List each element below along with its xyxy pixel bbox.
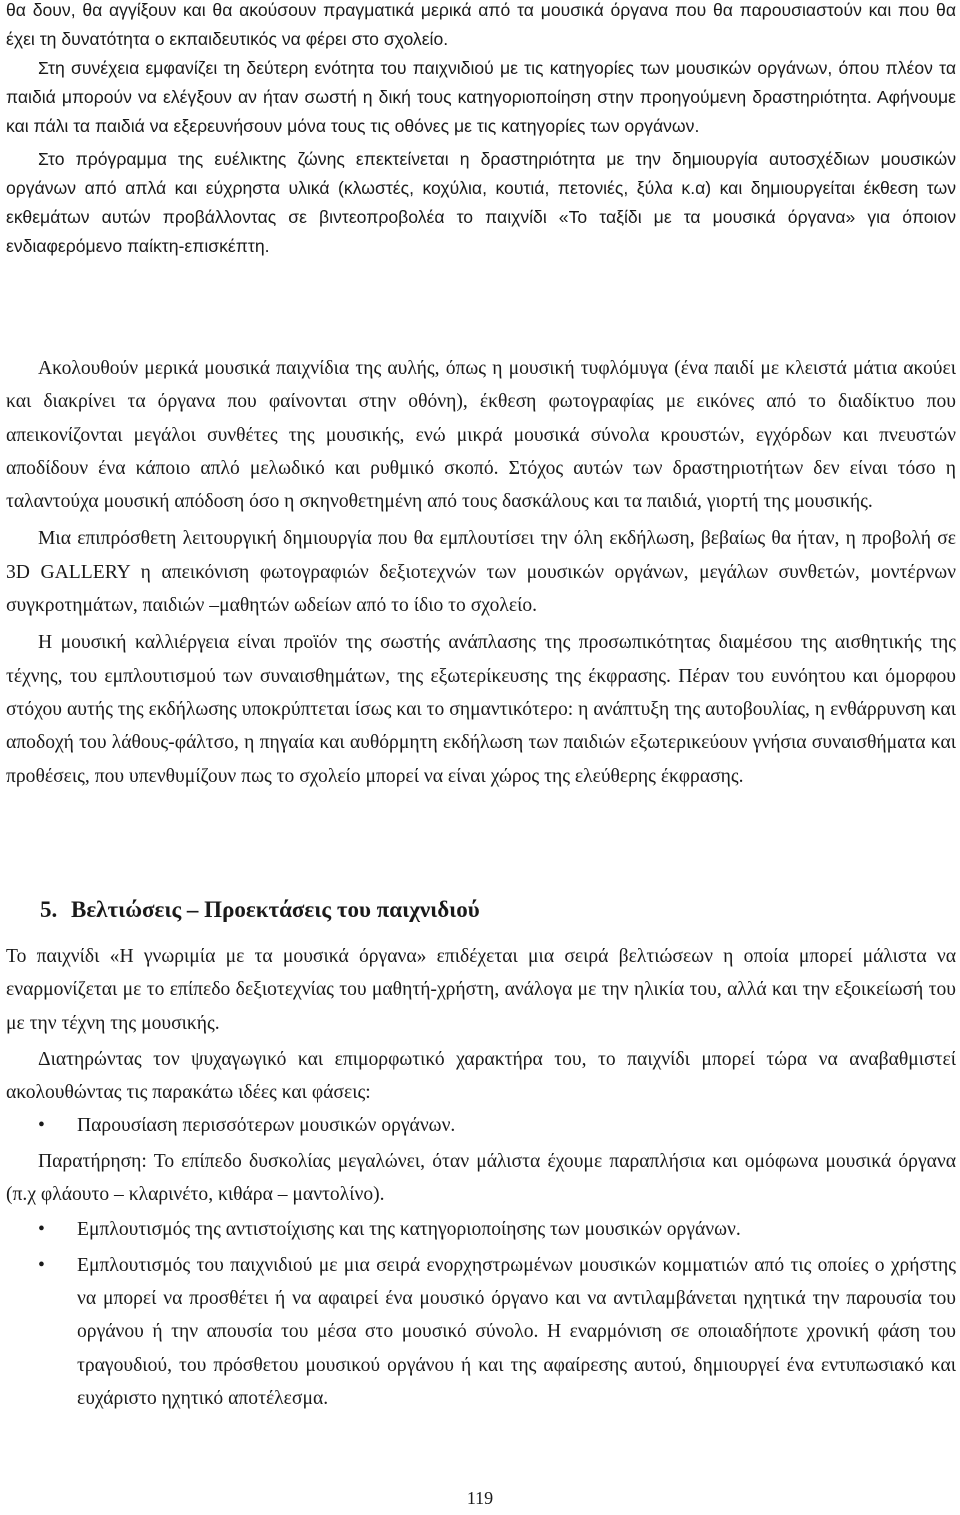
paragraph-continuation: θα δουν, θα αγγίξουν και θα ακούσουν πραγματικά μερικά από τα μουσικά όργανα που θα παρουσιαστούν και που θα έχει τη δυνατότητα ο εκπαιδευτικός να φέρει στο σχολείο.	[6, 0, 956, 49]
activities-text-block	[6, 352, 956, 793]
list-item	[6, 1109, 956, 1142]
list-item	[6, 1249, 956, 1415]
list-item-text: Παρουσίαση περισσότερων μουσικών οργάνων.	[77, 1115, 456, 1137]
bullet-icon: •	[38, 1115, 45, 1137]
list-item	[6, 1213, 956, 1246]
paragraph-note: Παρατήρηση: Το επίπεδο δυσκολίας μεγαλώνει, όταν μάλιστα έχουμε παραπλήσια και ομόφωνα μουσικά όργανα (π.χ φλάουτο – κλαρινέτο, κιθάρα – μαντολίνο).	[6, 1150, 956, 1206]
ideas-list-continued	[6, 1213, 956, 1415]
bullet-icon: •	[38, 1219, 45, 1241]
section-title: Βελτιώσεις – Προεκτάσεις του παιχνιδιού	[71, 897, 480, 922]
ideas-list	[6, 1109, 956, 1142]
paragraph-upgrade-ideas: Διατηρώντας τον ψυχαγωγικό και επιμορφωτικό χαρακτήρα του, το παιχνίδι μπορεί τώρα να αναβαθμιστεί ακολουθώντας τις παρακάτω ιδέες και φάσεις:	[6, 1048, 956, 1104]
paragraph-second-unit: Στη συνέχεια εμφανίζει τη δεύτερη ενότητα του παιχνιδιού με τις κατηγορίες των μουσικών οργάνων, όπου πλέον τα παιδιά μπορούν να ελέγξουν αν ήταν σωστή η δική τους κατηγοριοποίηση στην προηγούμενη δραστηριότητα. Αφήνουμε και πάλι τα παιδιά να εξερευνήσουν μόνα τους τις οθόνες με τις κατηγορίες των οργάνων.	[6, 58, 956, 136]
list-item-text: Εμπλουτισμός του παιχνιδιού με μια σειρά ενορχηστρωμένων μουσικών κομματιών από τις οποίες ο χρήστης να μπορεί να προσθέτει ή να αφαιρεί ένα μουσικό όργανο και να αντιλαμβάνεται ηχητικά την παρουσία του οργάνου ή την απουσία του μέσα στο μουσικό σύνολο. Η εναρμόνιση σε οποιαδήποτε χρονική φάση του τραγουδιού, του πρόσθετου μουσικού οργάνου ή και της αφαίρεσης αυτού, δημιουργεί ένα εντυπωσιακό και ευχάριστο ηχητικό αποτέλεσμα.	[77, 1254, 956, 1409]
page-number: 119	[466, 1488, 494, 1508]
bullet-icon: •	[38, 1254, 45, 1276]
paragraph-improvements-intro: Το παιχνίδι «Η γνωριμία με τα μουσικά όργανα» επιδέχεται μια σειρά βελτιώσεων η οποία μπορεί μάλιστα να εναρμονίζεται με το επίπεδο δεξιοτεχνίας του μαθητή-χρήστη, ανάλογα με την ηλικία του, αλλά και την εξοικείωσή του με την τέχνη της μουσικής.	[6, 946, 956, 1034]
paragraph-flexible-zone: Στο πρόγραμμα της ευέλικτης ζώνης επεκτείνεται η δραστηριότητα με την δημιουργία αυτοσχέδιων μουσικών οργάνων από απλά και εύχρηστα υλικά (κλωστές, κοχύλια, κουτιά, πετονιές, ξύλα κ.α) και δημιουργείται έκθεση των εκθεμάτων αυτών προβάλλοντας σε βιντεοπροβολέα το παιχνίδι «Το ταξίδι με τα μουσικά όργανα» για όποιον ενδιαφερόμενο παίκτη-επισκέπτη.	[6, 149, 956, 256]
paragraph-3d-gallery: Μια επιπρόσθετη λειτουργική δημιουργία που θα εμπλουτίσει την όλη εκδήλωση, βεβαίως θα ήταν, η προβολή σε 3D GALLERY η απεικόνιση φωτογραφιών δεξιοτεχνών των μουσικών οργάνων, μεγάλων συνθετών, μοντέρνων συγκροτημάτων, παιδιών –μαθητών ωδείων από το ίδιο το σχολείο.	[6, 528, 956, 617]
list-item-text: Εμπλουτισμός της αντιστοίχισης και της κατηγοριοποίησης των μουσικών οργάνων.	[77, 1219, 741, 1241]
section-heading	[40, 892, 480, 928]
paragraph-music-cultivation: Η μουσική καλλιέργεια είναι προϊόν της σωστής ανάπλασης της προσωπικότητας διαμέσου της αισθητικής της τέχνης, του εμπλουτισμού των συναισθημάτων, της εξωτερίκευσης της έκφρασης. Πέραν του ευνόητου και όμορφου στόχου αυτής της εκδήλωσης υποκρύπτεται ίσως και το σημαντικότερο: η ανάπτυξη της αυτοβουλίας, η ενθάρρυνση και αποδοχή του λάθους-φάλτσο, η πηγαία και αυθόρμητη εκδήλωση των παιδιών εξωτερικεύουν γνήσια συναισθήματα και προθέσεις, που υπενθυμίζουν πως το σχολείο μπορεί να είναι χώρος της ελεύθερης έκφρασης.	[6, 632, 956, 787]
section-number: 5.	[40, 897, 58, 922]
improvements-text-block	[6, 940, 956, 1415]
intro-text-block	[6, 0, 956, 261]
paragraph-yard-games: Ακολουθούν μερικά μουσικά παιχνίδια της αυλής, όπως η μουσική τυφλόμυγα (ένα παιδί με κλειστά μάτια ακούει και διακρίνει τα όργανα που φαίνονται στην οθόνη), έκθεση φωτογραφίας με εικόνες από το διαδίκτυο που απεικονίζονται μεγάλοι συνθέτες της μουσικής, ενώ μικρά μουσικά σύνολα κρουστών, εγχόρδων και πνευστών αποδίδουν ένα κάποιο απλό μελωδικό και ρυθμικό σκοπό. Στόχος αυτών των δραστηριοτήτων δεν είναι τόσο η ταλαντούχα μουσική απόδοση όσο η σκηνοθετημένη από τους δασκάλους και τα παιδιά, γιορτή της μουσικής.	[6, 358, 956, 513]
